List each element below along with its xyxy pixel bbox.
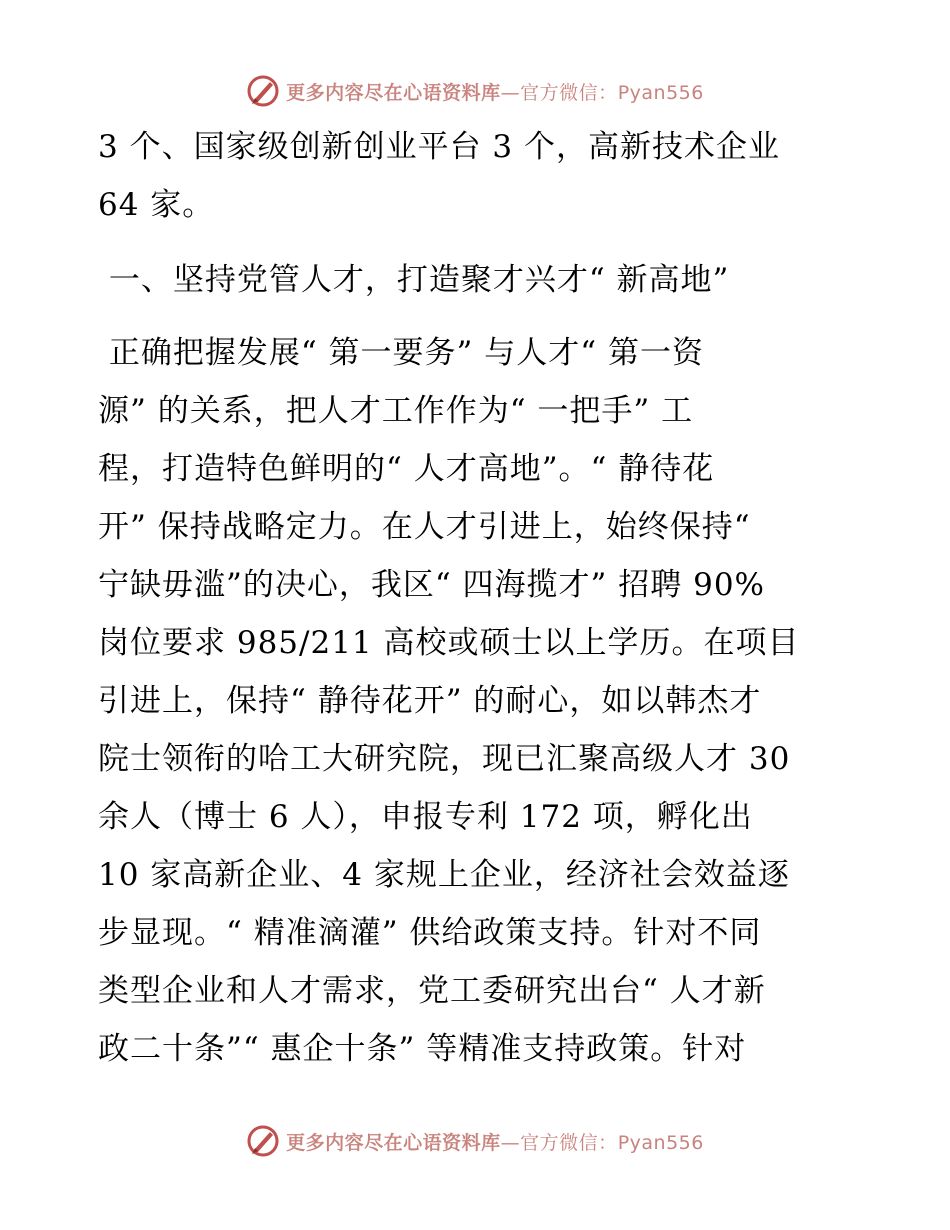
- watermark-wechat-id: Pyan556: [617, 1131, 704, 1154]
- text-line: 政二十条”“ 惠企十条” 等精准支持政策。针对: [98, 1031, 747, 1067]
- watermark-sub: 官方微信：: [520, 81, 618, 104]
- watermark-separator: —: [500, 81, 521, 104]
- text-line: 3 个、国家级创新创业平台 3 个，高新技术企业: [98, 129, 781, 165]
- watermark-main: 更多内容尽在心语资料库: [286, 81, 501, 104]
- watermark-wechat-id: Pyan556: [617, 81, 704, 104]
- watermark-text: [286, 1128, 704, 1155]
- watermark-separator: —: [500, 1131, 521, 1154]
- text-line: 引进上，保持“ 静待花开” 的耐心，如以韩杰才: [98, 683, 762, 719]
- text-line: 院士领衔的哈工大研究院，现已汇聚高级人才 30: [98, 741, 791, 777]
- pen-seal-logo-icon: [246, 1124, 280, 1158]
- footer-watermark: [0, 1121, 950, 1161]
- text-line: 余人（博士 6 人），申报专利 172 项，孵化出: [98, 799, 753, 835]
- text-line: 宁缺毋滥”的决心，我区“ 四海揽才” 招聘 90%: [98, 567, 766, 603]
- watermark-sub: 官方微信：: [520, 1131, 618, 1154]
- text-line: 岗位要求 985/211 高校或硕士以上学历。在项目: [98, 625, 800, 661]
- text-line: 正确把握发展“ 第一要务” 与人才“ 第一资: [98, 335, 704, 371]
- text-line: 步显现。“ 精准滴灌” 供给政策支持。针对不同: [98, 915, 762, 951]
- text-line: 源” 的关系，把人才工作作为“ 一把手” 工: [98, 393, 694, 429]
- text-line: 64 家。: [98, 187, 215, 223]
- watermark-main: 更多内容尽在心语资料库: [286, 1131, 501, 1154]
- text-line: 10 家高新企业、4 家规上企业，经济社会效益逐: [98, 857, 790, 893]
- text-line: 程，打造特色鲜明的“ 人才高地”。“ 静待花: [98, 451, 715, 487]
- text-line: 开” 保持战略定力。在人才引进上，始终保持“: [98, 509, 751, 545]
- text-line: 类型企业和人才需求，党工委研究出台“ 人才新: [98, 973, 766, 1009]
- section-heading: 一、坚持党管人才，打造聚才兴才“ 新高地”: [98, 262, 730, 298]
